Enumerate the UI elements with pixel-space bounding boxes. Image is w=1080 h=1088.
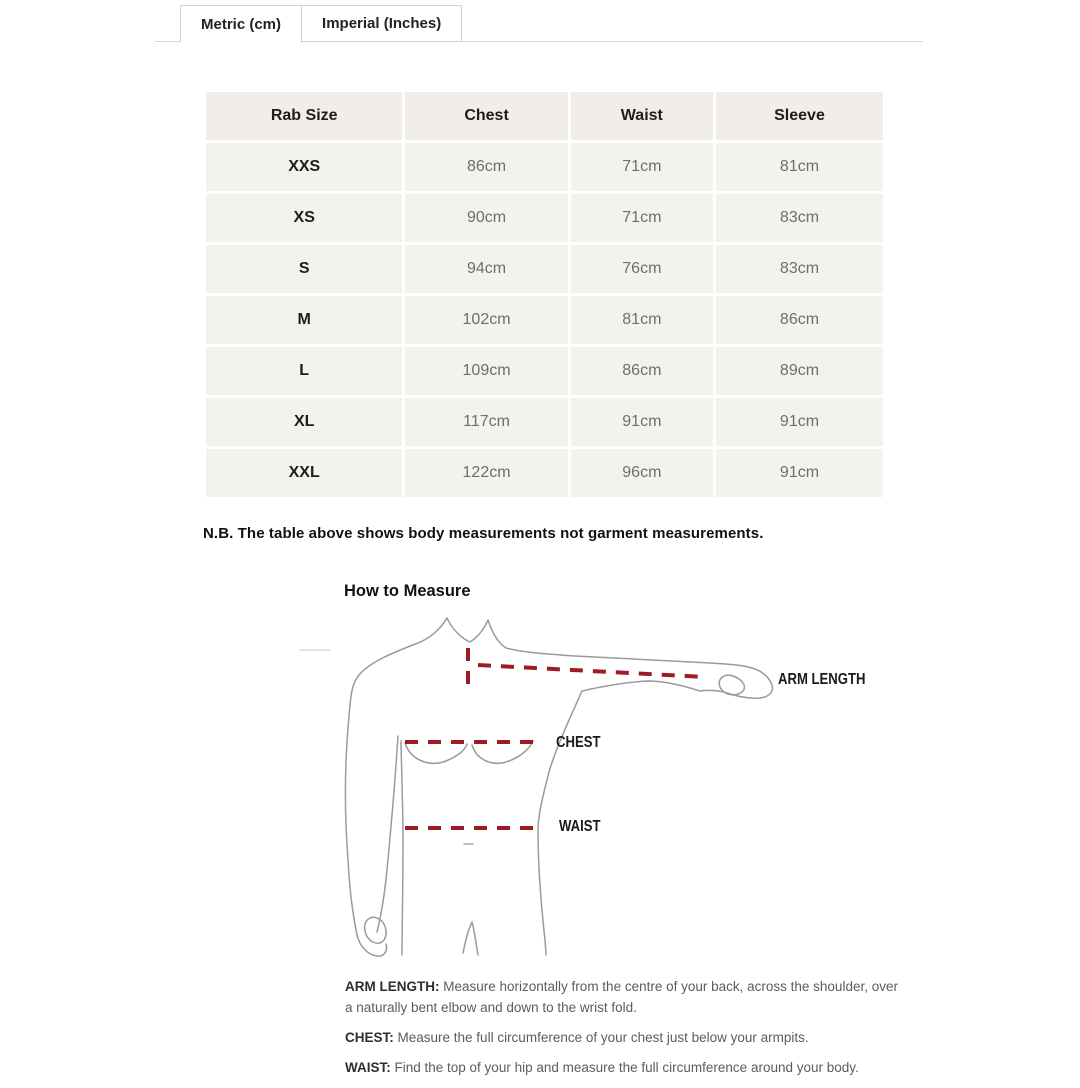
- arm-length-term: ARM LENGTH:: [345, 979, 440, 994]
- sleeve-value: 86cm: [716, 296, 883, 344]
- size-label: M: [206, 296, 402, 344]
- waist-instruction: [345, 1058, 903, 1079]
- sleeve-value: 83cm: [716, 245, 883, 293]
- torso-outline-illustration: [280, 608, 780, 970]
- chest-value: 117cm: [405, 398, 567, 446]
- body-measurements-note: N.B. The table above shows body measurements not garment measurements.: [203, 525, 764, 542]
- arm-length-measure-line: [478, 665, 705, 677]
- table-row: [206, 296, 883, 344]
- sleeve-value: 83cm: [716, 194, 883, 242]
- tab-metric-cm[interactable]: Metric (cm): [180, 5, 302, 43]
- waist-value: 76cm: [571, 245, 713, 293]
- chest-term: CHEST:: [345, 1029, 394, 1045]
- body-measurement-diagram: [280, 608, 780, 970]
- waist-value: 86cm: [571, 347, 713, 395]
- sleeve-value: 81cm: [716, 143, 883, 191]
- chest-value: 90cm: [405, 194, 567, 242]
- size-label: L: [206, 347, 402, 395]
- arm-length-diagram-label: ARM LENGTH: [778, 671, 866, 688]
- waist-text: Find the top of your hip and measure the full circumference around your body.: [390, 1059, 859, 1075]
- chest-value: 122cm: [405, 449, 567, 497]
- sleeve-value: 91cm: [716, 398, 883, 446]
- size-label: XXL: [206, 449, 402, 497]
- waist-value: 81cm: [571, 296, 713, 344]
- column-header-rab-size: Rab Size: [206, 92, 402, 140]
- waist-term: WAIST:: [345, 1059, 391, 1075]
- how-to-measure-title: How to Measure: [344, 582, 471, 600]
- waist-value: 71cm: [571, 194, 713, 242]
- table-row: [206, 449, 883, 497]
- sleeve-value: 91cm: [716, 449, 883, 497]
- waist-value: 71cm: [571, 143, 713, 191]
- arm-length-text: Measure horizontally from the centre of your back, across the shoulder, over a naturally bent elbow and down to the wrist fold.: [345, 979, 898, 1015]
- table-row: [206, 347, 883, 395]
- chest-value: 86cm: [405, 143, 567, 191]
- size-label: XS: [206, 194, 402, 242]
- chest-instruction: [345, 1028, 903, 1049]
- chest-diagram-label: CHEST: [556, 734, 601, 751]
- column-header-sleeve: Sleeve: [716, 92, 883, 140]
- table-row: [206, 194, 883, 242]
- waist-diagram-label: WAIST: [559, 818, 601, 835]
- arm-length-instruction: [345, 977, 903, 1019]
- table-row: [206, 245, 883, 293]
- size-label: S: [206, 245, 402, 293]
- table-header-row: [206, 92, 883, 140]
- size-chart-table: [203, 89, 886, 500]
- measuring-instructions: [345, 977, 903, 1088]
- waist-value: 91cm: [571, 398, 713, 446]
- column-header-chest: Chest: [405, 92, 567, 140]
- sleeve-value: 89cm: [716, 347, 883, 395]
- table-row: [206, 398, 883, 446]
- unit-tabs: [180, 5, 462, 43]
- size-label: XL: [206, 398, 402, 446]
- chest-text: Measure the full circumference of your chest just below your armpits.: [393, 1029, 809, 1045]
- column-header-waist: Waist: [571, 92, 713, 140]
- table-row: [206, 143, 883, 191]
- size-label: XXS: [206, 143, 402, 191]
- chest-value: 94cm: [405, 245, 567, 293]
- chest-value: 102cm: [405, 296, 567, 344]
- chest-value: 109cm: [405, 347, 567, 395]
- tab-imperial-inches[interactable]: Imperial (Inches): [302, 5, 462, 42]
- waist-value: 96cm: [571, 449, 713, 497]
